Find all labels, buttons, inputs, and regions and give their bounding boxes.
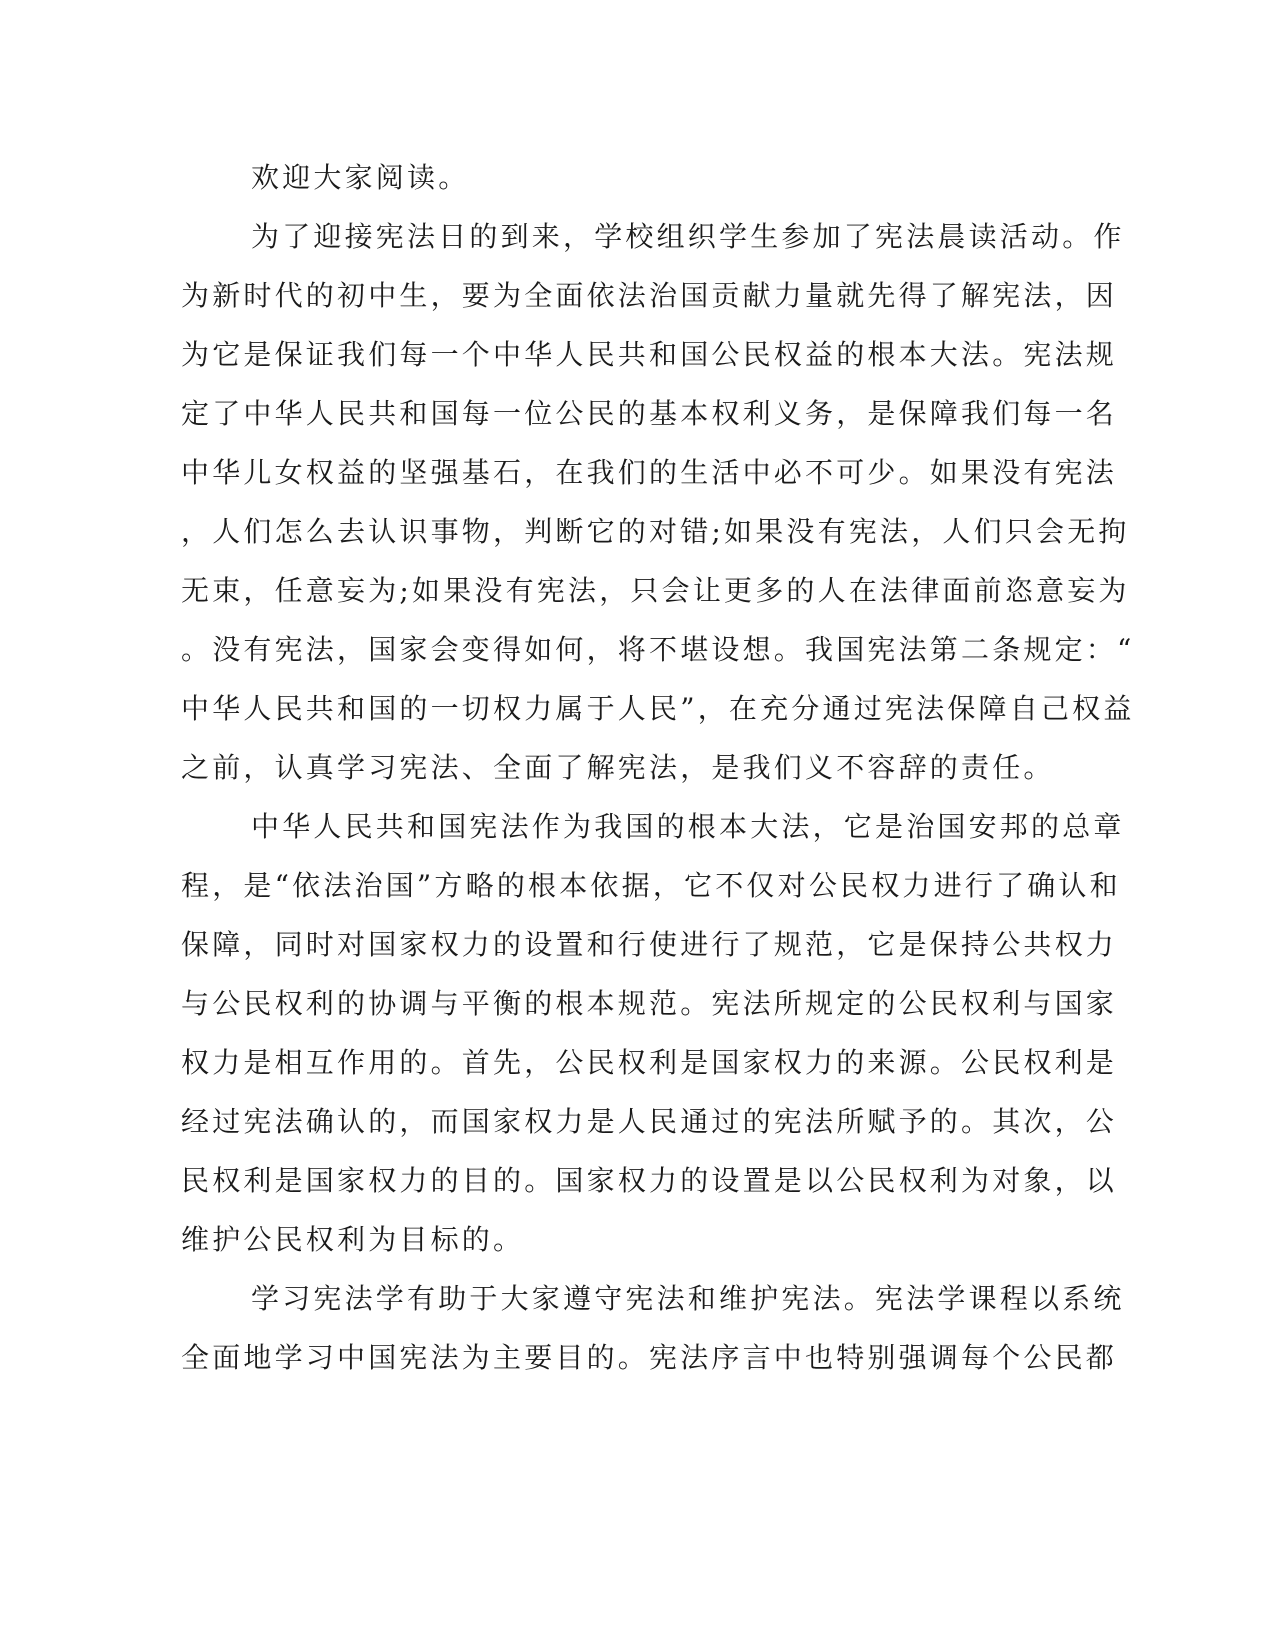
text-line: 欢迎大家阅读。: [251, 161, 470, 194]
text-line: 中华人民共和国宪法作为我国的根本大法，它是治国安邦的总章: [251, 810, 1125, 843]
text-line: 之前，认真学习宪法、全面了解宪法，是我们义不容辞的责任。: [181, 751, 1055, 784]
text-line: 中华儿女权益的坚强基石，在我们的生活中必不可少。如果没有宪法: [181, 456, 1118, 489]
text-line: 为新时代的初中生，要为全面依法治国贡献力量就先得了解宪法，因: [181, 279, 1118, 312]
text-line: 程，是“依法治国”方略的根本依据，它不仅对公民权力进行了确认和: [181, 869, 1121, 902]
document-body: [181, 148, 1135, 1387]
text-line: ，人们怎么去认识事物，判断它的对错;如果没有宪法，人们只会无拘: [181, 515, 1130, 548]
text-line: 为了迎接宪法日的到来，学校组织学生参加了宪法晨读活动。作: [251, 220, 1125, 253]
text-line: 定了中华人民共和国每一位公民的基本权利义务，是保障我们每一名: [181, 397, 1118, 430]
text-line: 民权利是国家权力的目的。国家权力的设置是以公民权利为对象，以: [181, 1164, 1118, 1197]
text-line: 与公民权利的协调与平衡的根本规范。宪法所规定的公民权利与国家: [181, 987, 1118, 1020]
text-line: 维护公民权利为目标的。: [181, 1223, 525, 1256]
text-line: 中华人民共和国的一切权力属于人民”，在充分通过宪法保障自己权益: [181, 692, 1135, 725]
text-line: 为它是保证我们每一个中华人民共和国公民权益的根本大法。宪法规: [181, 338, 1118, 371]
text-line: 学习宪法学有助于大家遵守宪法和维护宪法。宪法学课程以系统: [251, 1282, 1125, 1315]
text-line: 保障，同时对国家权力的设置和行使进行了规范，它是保持公共权力: [181, 928, 1118, 961]
text-line: 。没有宪法，国家会变得如何，将不堪设想。我国宪法第二条规定：“: [181, 633, 1135, 666]
text-line: 经过宪法确认的，而国家权力是人民通过的宪法所赋予的。其次，公: [181, 1105, 1118, 1138]
text-line: 全面地学习中国宪法为主要目的。宪法序言中也特别强调每个公民都: [181, 1341, 1118, 1374]
text-line: 无束，任意妄为;如果没有宪法，只会让更多的人在法律面前恣意妄为: [181, 574, 1130, 607]
text-line: 权力是相互作用的。首先，公民权利是国家权力的来源。公民权利是: [181, 1046, 1118, 1079]
